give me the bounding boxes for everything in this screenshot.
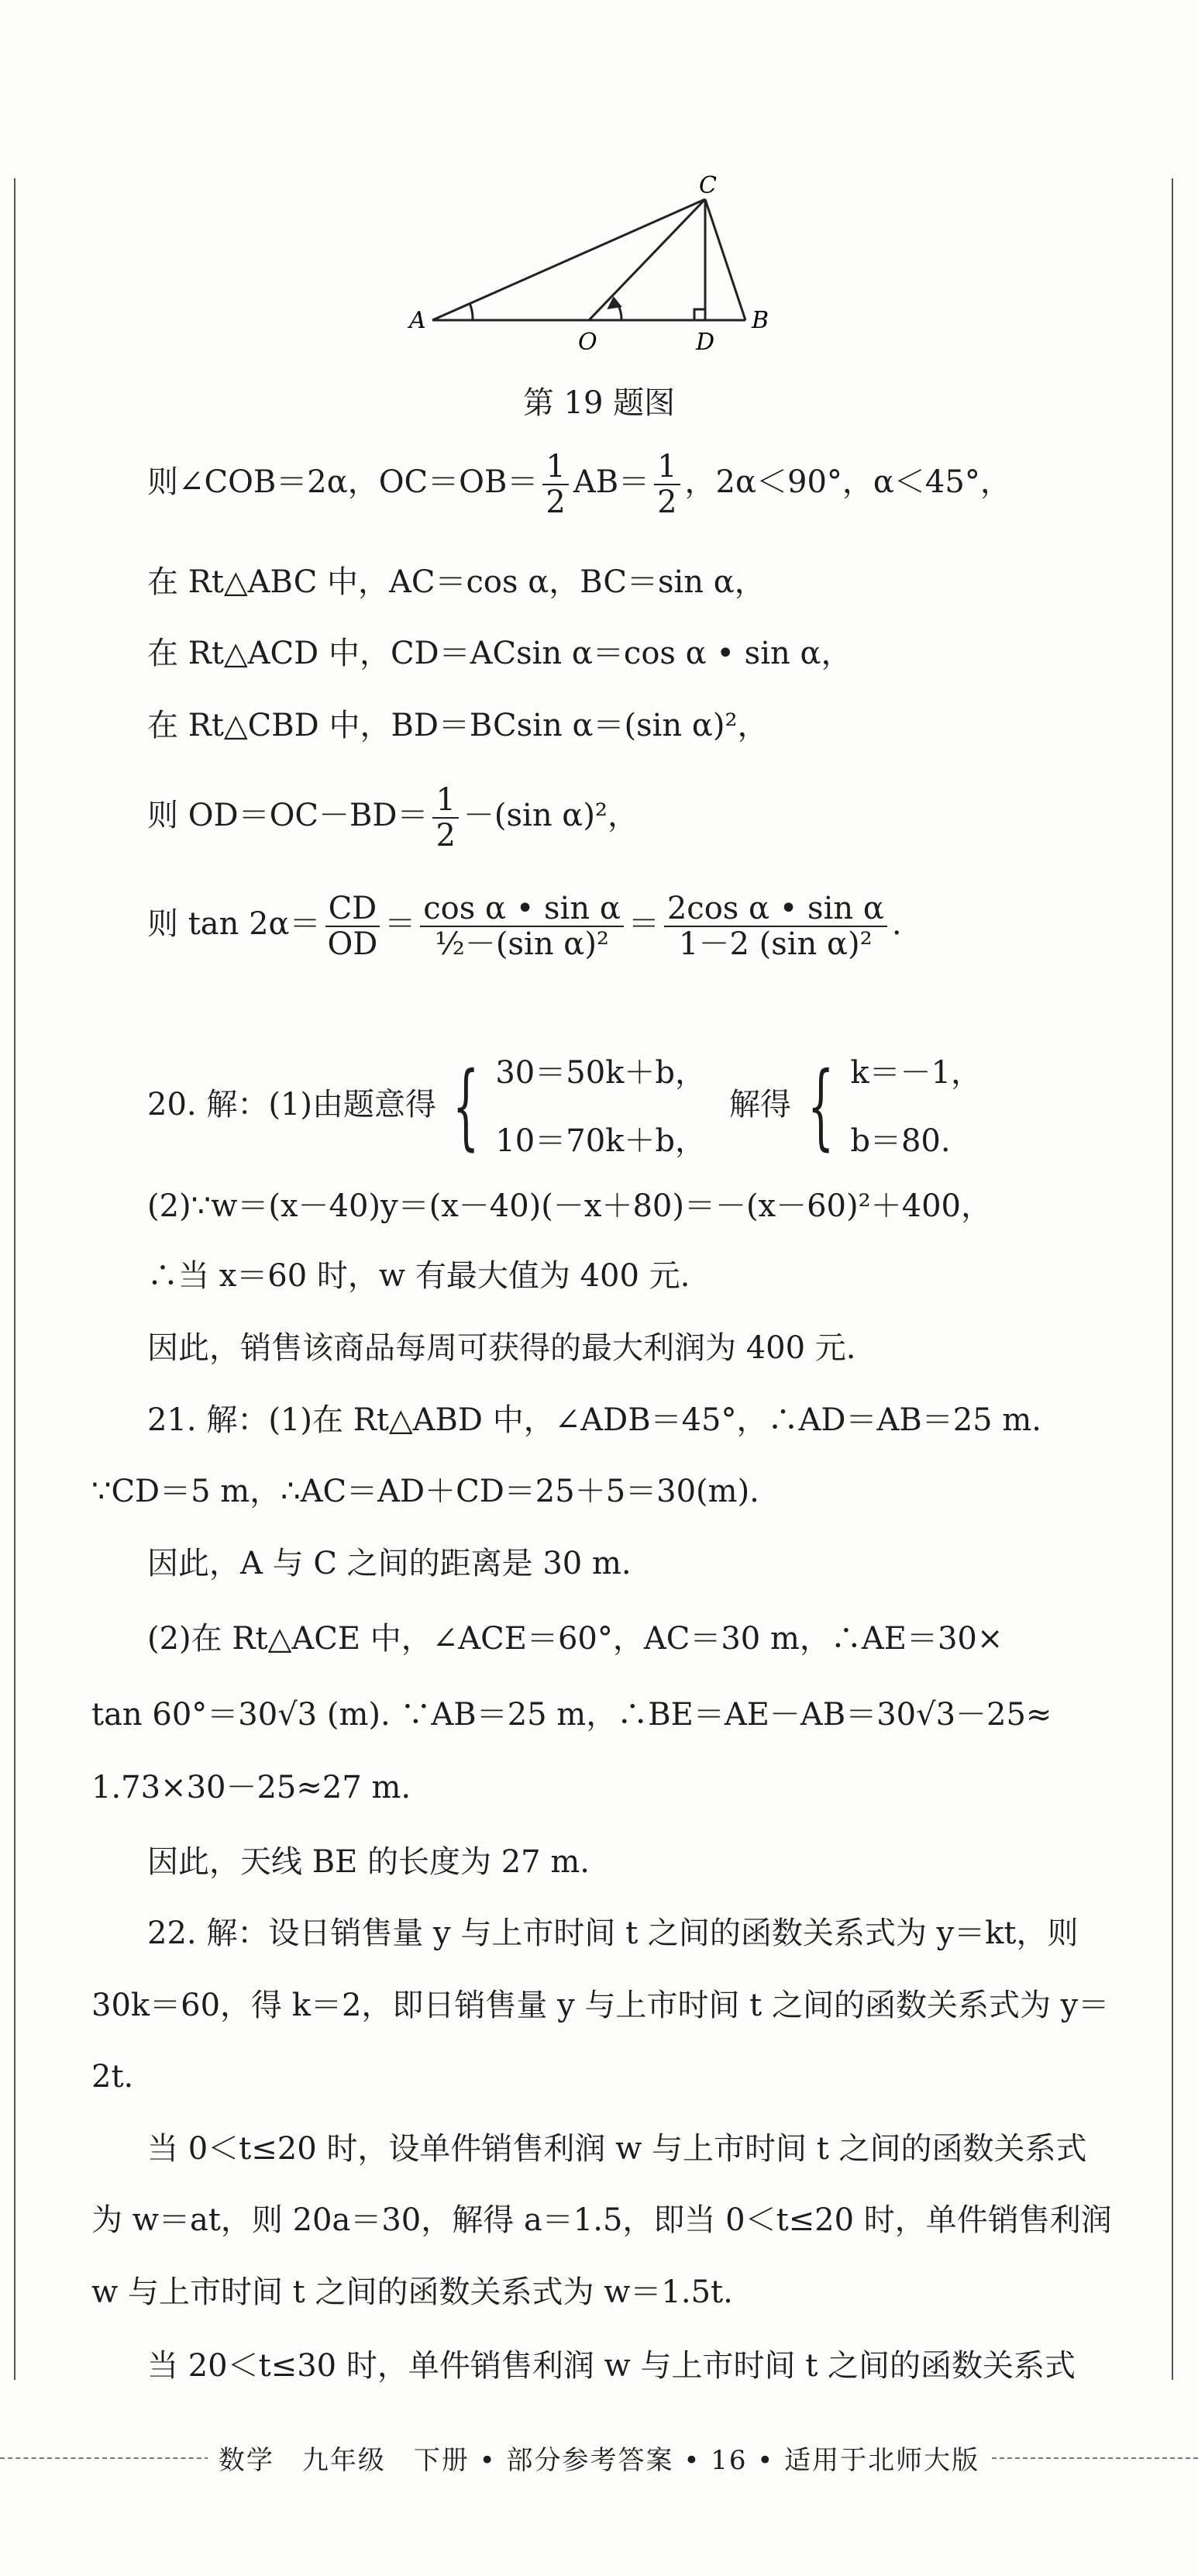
- right-margin-rule: [1172, 178, 1173, 2380]
- label-a: A: [409, 307, 426, 334]
- line-3: 在 Rt△ACD 中，CD＝ACsin α＝cos α • sin α，: [147, 636, 852, 671]
- left-margin-rule: [14, 178, 15, 2380]
- line-8: (2)∵w＝(x－40)y＝(x－40)(－x＋80)＝－(x－60)²＋400，: [147, 1188, 992, 1224]
- line-12: ∵CD＝5 m，∴AC＝AD＋CD＝25＋5＝30(m).: [91, 1474, 759, 1509]
- line-20: 2t.: [91, 2059, 134, 2095]
- line-10: 因此，销售该商品每周可获得的最大利润为 400 元.: [147, 1330, 856, 1366]
- line-22: 为 w＝at，则 20a＝30，解得 a＝1.5，即当 0＜t≤20 时，单件销售利润: [91, 2202, 1112, 2238]
- line-21: 当 0＜t≤20 时，设单件销售利润 w 与上市时间 t 之间的函数关系式: [147, 2131, 1087, 2167]
- page-footer: [0, 2439, 1198, 2477]
- line-18: 22. 解：设日销售量 y 与上市时间 t 之间的函数关系式为 y＝kt，则: [147, 1916, 1079, 1951]
- line-9: ∴当 x＝60 时，w 有最大值为 400 元.: [147, 1258, 690, 1294]
- line-13: 因此，A 与 C 之间的距离是 30 m.: [147, 1546, 632, 1581]
- label-b: B: [752, 307, 769, 334]
- line-1: 则∠COB＝2α，OC＝OB＝ $\frac{1}{2}$ AB＝ $\frac{1}{2}$ ，2α＜90°，α＜45°，: [147, 449, 1011, 520]
- line-24: 当 20＜t≤30 时，单件销售利润 w 与上市时间 t 之间的函数关系式: [147, 2348, 1076, 2384]
- line-17: 因此，天线 BE 的长度为 27 m.: [147, 1844, 590, 1880]
- label-d: D: [696, 329, 715, 353]
- line-14: (2)在 Rt△ACE 中，∠ACE＝60°，AC＝30 m，∴AE＝30×: [147, 1621, 1003, 1657]
- line-7: 20. 解：(1)由题意得 { 30＝50k＋b， 10＝70k＋b， 解得 { k＝－1， b＝80.: [147, 1053, 983, 1160]
- label-c: C: [699, 174, 717, 199]
- line-5: 则 OD＝OC－BD＝ $\frac{1}{2}$ －(sin α)²，: [147, 782, 639, 853]
- line-16: 1.73×30－25≈27 m.: [91, 1770, 411, 1805]
- line-19: 30k＝60，得 k＝2，即日销售量 y 与上市时间 t 之间的函数关系式为 y＝: [91, 1988, 1110, 2023]
- line-23: w 与上市时间 t 之间的函数关系式为 w＝1.5t.: [91, 2274, 733, 2310]
- line-11: 21. 解：(1)在 Rt△ABD 中，∠ADB＝45°，∴AD＝AB＝25 m.: [147, 1402, 1041, 1438]
- line-2: 在 Rt△ABC 中，AC＝cos α，BC＝sin α，: [147, 564, 766, 600]
- line-4: 在 Rt△CBD 中，BD＝BCsin α＝(sin α)²，: [147, 708, 769, 743]
- line-6: 则 tan 2α＝ $\frac{CD}{OD}$ ＝ $\frac{\text{cos α • sin α}}{\text{½－(sin α)²}}$ ＝ $\frac{\text{2cos α • sin α}}{\text{1－2 (sin α)²}}$ .: [147, 891, 902, 962]
- label-o: O: [578, 329, 597, 353]
- triangle-figure: [395, 174, 798, 353]
- line-15: tan 60°＝30√3 (m). ∵AB＝25 m，∴BE＝AE－AB＝30√3－25≈: [91, 1697, 1052, 1733]
- footer-text: 数学 九年级 下册 • 部分参考答案 • 16 • 适用于北师大版: [208, 2445, 990, 2476]
- figure-caption: 第 19 题图: [522, 385, 676, 421]
